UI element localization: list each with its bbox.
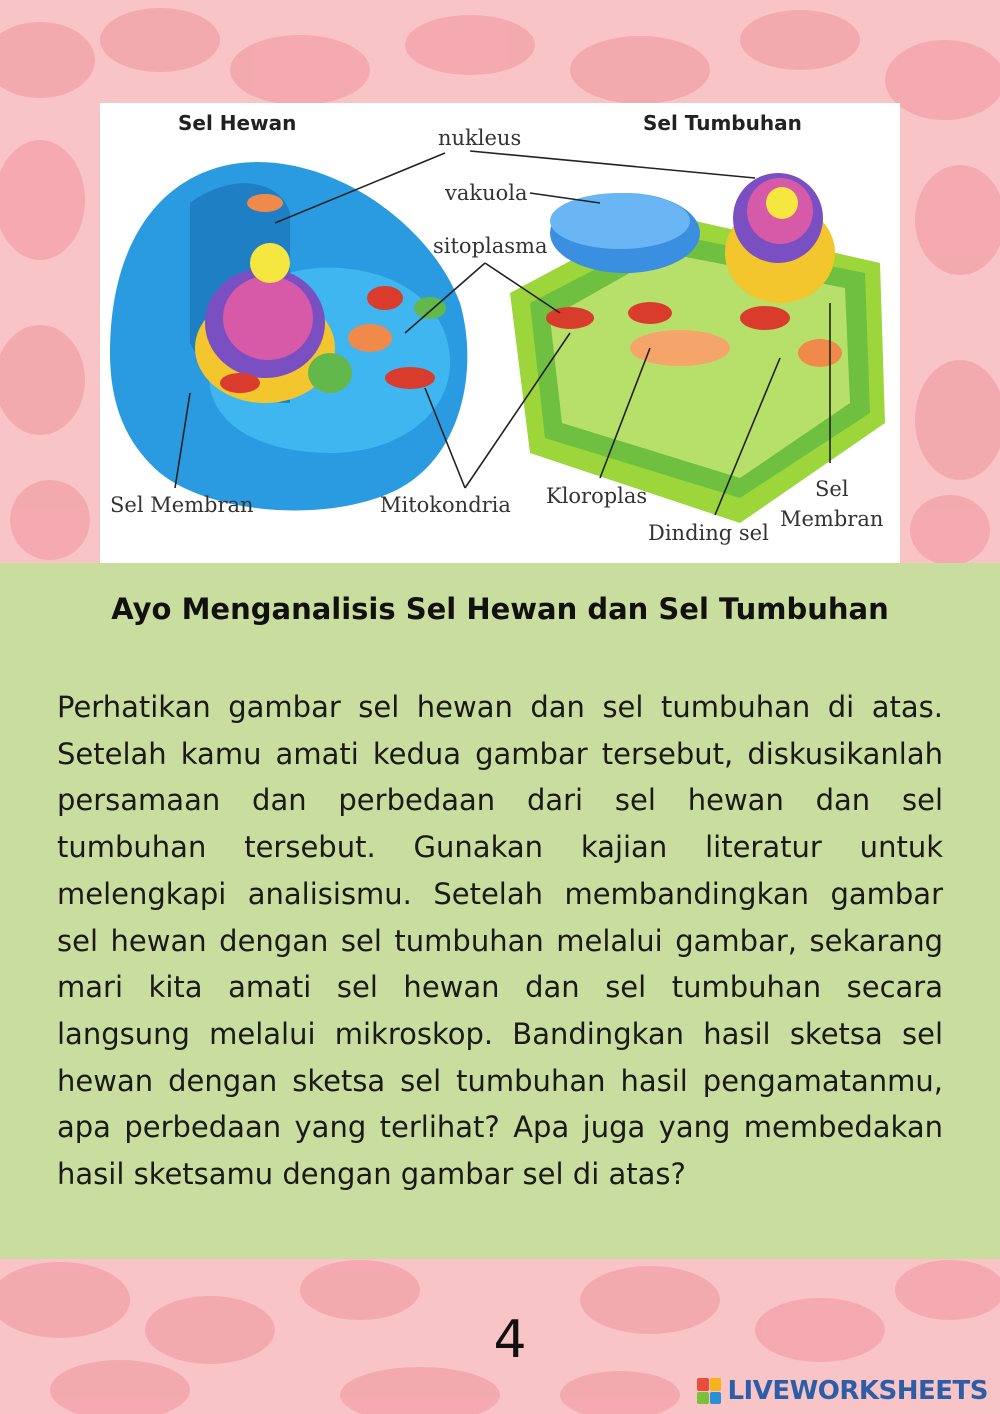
liveworksheets-icon — [697, 1378, 721, 1404]
cell-diagram — [100, 103, 900, 563]
section-paragraph: Perhatikan gambar sel hewan dan sel tumbuhan di atas. Setelah kamu amati kedua gambar tersebut, diskusikanlah persamaan dan perbedaan dari sel hewan dan sel tumbuhan tersebut. Gunakan kajian literatur untuk melengkapi analisismu. Setelah membandingkan gambar sel hewan dengan sel tumbuhan melalui gambar, sekarang mari kita amati sel hewan dan sel tumbuhan secara langsung melalui mikroskop. Bandingkan hasil sketsa sel hewan dengan sketsa sel tumbuhan hasil pengamatanmu, apa perbedaan yang terlihat? Apa juga yang membedakan hasil sketsamu dengan gambar sel di atas? — [57, 690, 943, 1192]
label-sel-membran-animal: Sel Membran — [110, 493, 254, 517]
label-mitokondria: Mitokondria — [380, 493, 511, 517]
cell-diagram-figure — [100, 103, 900, 563]
label-dinding-sel: Dinding sel — [648, 521, 769, 545]
plant-cell-heading: Sel Tumbuhan — [643, 111, 802, 135]
section-title: Ayo Menganalisis Sel Hewan dan Sel Tumbuhan — [111, 592, 889, 626]
page-number: 4 — [493, 1310, 527, 1370]
label-vakuola: vakuola — [445, 181, 528, 205]
label-sel-membran-plant-line1: Sel — [815, 477, 849, 501]
animal-cell-heading: Sel Hewan — [178, 111, 297, 135]
label-sitoplasma: sitoplasma — [433, 234, 548, 258]
label-nukleus: nukleus — [438, 126, 522, 150]
label-sel-membran-plant-line2: Membran — [780, 507, 884, 531]
label-kloroplas: Kloroplas — [546, 484, 648, 508]
animal-cell-illustration — [110, 162, 467, 510]
liveworksheets-brand-text: LIVEWORKSHEETS — [727, 1376, 988, 1406]
liveworksheets-logo[interactable] — [697, 1374, 988, 1408]
plant-cell-illustration — [510, 173, 885, 523]
